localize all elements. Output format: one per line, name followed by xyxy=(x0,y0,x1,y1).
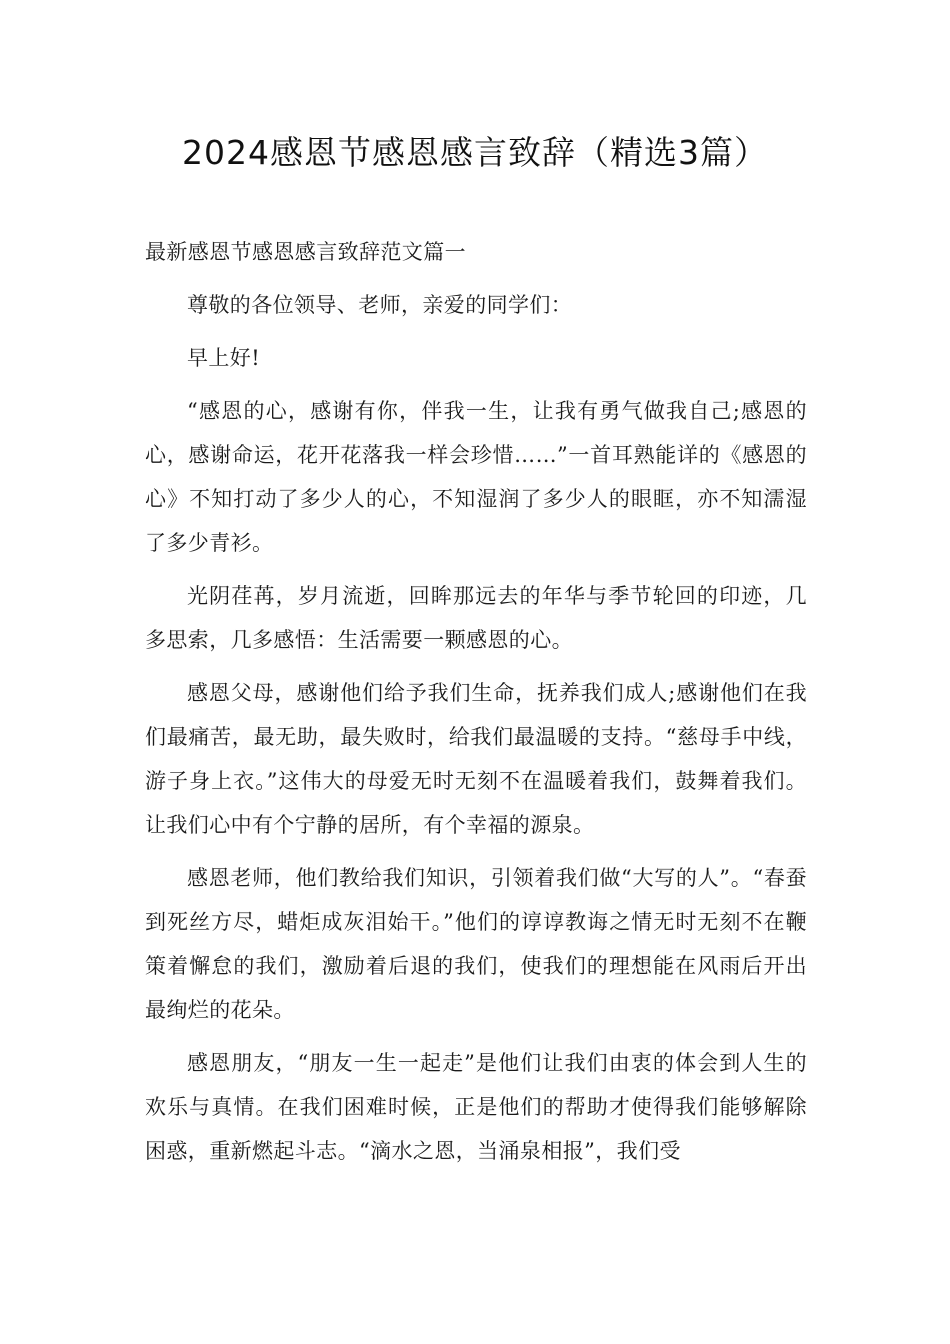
paragraph-song-quote: “感恩的心，感谢有你，伴我一生，让我有勇气做我自己;感恩的心，感谢命运，花开花落我一样会珍惜……”一首耳熟能详的《感恩的心》不知打动了多少人的心，不知湿润了多少人的眼眶，亦不知濡湿了多少青衫。 xyxy=(145,399,807,555)
section-heading: 最新感恩节感恩感言致辞范文篇一 xyxy=(145,240,466,264)
paragraph-thank-teachers: 感恩老师，他们教给我们知识，引领着我们做“大写的人”。“春蚕到死丝方尽，蜡炬成灰泪始干。”他们的谆谆教诲之情无时无刻不在鞭策着懈怠的我们，激励着后退的我们，使我们的理想能在风雨后开出最绚烂的花朵。 xyxy=(145,866,807,1022)
document-title: 2024感恩节感恩感言致辞（精选3篇） xyxy=(182,133,768,172)
paragraph-salutation: 尊敬的各位领导、老师，亲爱的同学们： xyxy=(187,293,573,317)
paragraph-thank-parents: 感恩父母，感谢他们给予我们生命，抚养我们成人;感谢他们在我们最痛苦，最无助，最失败时，给我们最温暖的支持。“慈母手中线，游子身上衣。”这伟大的母爱无时无刻不在温暖着我们，鼓舞着我们。让我们心中有个宁静的居所，有个幸福的源泉。 xyxy=(145,681,807,837)
document-body xyxy=(145,230,807,1182)
paragraph-thank-friends: 感恩朋友，“朋友一生一起走”是他们让我们由衷的体会到人生的欢乐与真情。在我们困难时候，正是他们的帮助才使得我们能够解除困惑，重新燃起斗志。“滴水之恩，当涌泉相报”，我们受 xyxy=(145,1051,807,1163)
paragraph-time-passing: 光阴荏苒，岁月流逝，回眸那远去的年华与季节轮回的印迹，几多思索，几多感悟：生活需要一颗感恩的心。 xyxy=(145,584,807,652)
paragraph-greeting: 早上好! xyxy=(187,346,261,370)
